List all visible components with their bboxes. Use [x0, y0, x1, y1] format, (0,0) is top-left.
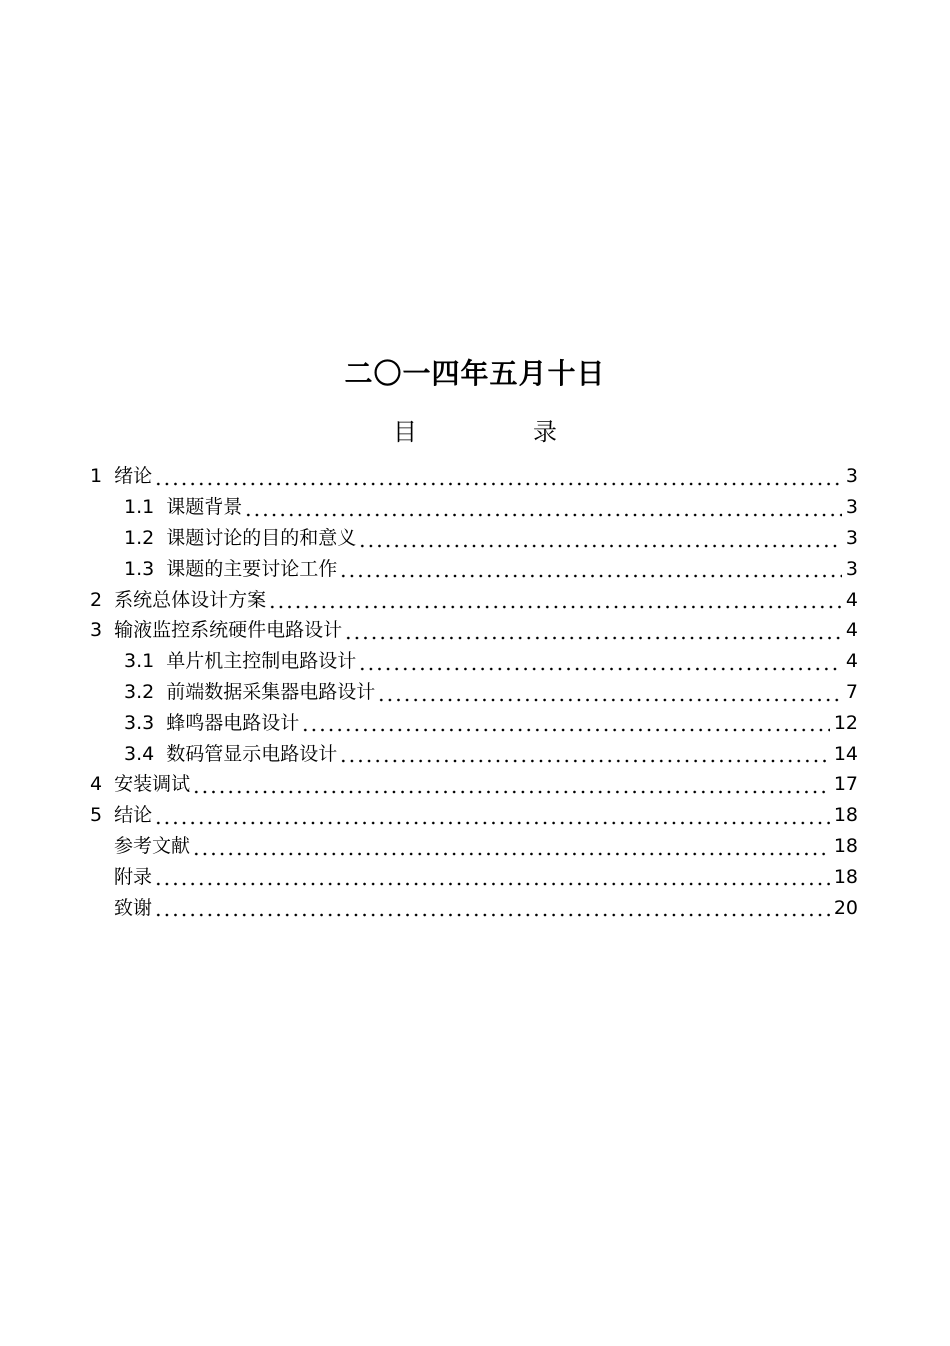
toc-entry-page-number: 12: [833, 711, 858, 734]
toc-entry[interactable]: [90, 492, 858, 523]
toc-dot-leader: [268, 584, 842, 615]
toc-dot-leader: [339, 553, 842, 584]
toc-entry-title: 数码管显示电路设计: [166, 742, 338, 765]
toc-entry-title: 安装调试: [114, 773, 191, 796]
toc-entry-number: 3.4: [124, 742, 155, 765]
toc-entry-title: 课题讨论的目的和意义: [166, 526, 357, 549]
toc-dot-leader: [344, 615, 842, 646]
toc-entry-page-number: 7: [845, 680, 858, 703]
toc-entry-title: 绪论: [114, 465, 153, 488]
toc-entry-page-number: 17: [833, 773, 858, 796]
toc-entry-title: 参考文献: [114, 834, 191, 857]
toc-entry-page-number: 18: [833, 834, 858, 857]
toc-entry[interactable]: [90, 461, 858, 492]
table-of-contents: [90, 461, 858, 923]
toc-entry-title: 课题的主要讨论工作: [166, 557, 338, 580]
toc-entry-number: 5: [90, 804, 103, 827]
toc-entry-page-number: 3: [845, 465, 858, 488]
toc-dot-leader: [358, 523, 842, 554]
toc-dot-leader: [154, 861, 830, 892]
toc-entry-title: 课题背景: [166, 496, 243, 519]
toc-entry-number: 3.2: [124, 680, 155, 703]
toc-entry-title: 蜂鸣器电路设计: [166, 711, 300, 734]
toc-entry[interactable]: [90, 707, 858, 738]
toc-entry[interactable]: [90, 646, 858, 677]
toc-entry-title: 输液监控系统硬件电路设计: [114, 619, 343, 642]
toc-entry[interactable]: [90, 861, 858, 892]
toc-entry[interactable]: [90, 584, 858, 615]
toc-dot-leader: [339, 738, 830, 769]
toc-entry[interactable]: [90, 800, 858, 831]
toc-dot-leader: [154, 892, 830, 923]
toc-entry-number: 3: [90, 619, 103, 642]
toc-entry-title: 系统总体设计方案: [114, 588, 267, 611]
toc-dot-leader: [301, 707, 830, 738]
toc-entry[interactable]: [90, 553, 858, 584]
toc-entry[interactable]: [90, 831, 858, 862]
toc-entry[interactable]: [90, 892, 858, 923]
toc-entry-page-number: 14: [833, 742, 858, 765]
toc-heading: [0, 412, 950, 452]
toc-entry-page-number: 18: [833, 865, 858, 888]
toc-entry-page-number: 18: [833, 804, 858, 827]
toc-dot-leader: [154, 800, 830, 831]
toc-dot-leader: [154, 461, 842, 492]
toc-entry-page-number: 4: [845, 588, 858, 611]
toc-entry[interactable]: [90, 677, 858, 708]
toc-dot-leader: [192, 831, 830, 862]
toc-entry-page-number: 4: [845, 619, 858, 642]
toc-entry-page-number: 20: [833, 896, 858, 919]
toc-entry-number: 1: [90, 465, 103, 488]
toc-entry-title: 附录: [114, 865, 153, 888]
toc-dot-leader: [244, 492, 842, 523]
toc-entry-number: 2: [90, 588, 103, 611]
toc-entry[interactable]: [90, 523, 858, 554]
toc-entry-number: 1.3: [124, 557, 155, 580]
toc-dot-leader: [192, 769, 830, 800]
toc-entry-number: 3.1: [124, 650, 155, 673]
toc-entry-page-number: 3: [845, 496, 858, 519]
toc-heading-char-2: 录: [533, 418, 557, 446]
document-date: 二〇一四年五月十日: [344, 357, 606, 390]
toc-heading-char-1: 目: [393, 418, 417, 446]
toc-entry-title: 结论: [114, 804, 153, 827]
toc-entry-number: 1.2: [124, 526, 155, 549]
toc-entry-page-number: 4: [845, 650, 858, 673]
toc-entry[interactable]: [90, 738, 858, 769]
toc-entry-page-number: 3: [845, 526, 858, 549]
toc-entry[interactable]: [90, 615, 858, 646]
toc-dot-leader: [358, 646, 842, 677]
toc-entry-number: 4: [90, 773, 103, 796]
toc-entry-title: 致谢: [114, 896, 153, 919]
toc-entry-page-number: 3: [845, 557, 858, 580]
toc-entry[interactable]: [90, 769, 858, 800]
toc-entry-number: 3.3: [124, 711, 155, 734]
toc-entry-title: 前端数据采集器电路设计: [166, 680, 376, 703]
toc-entry-number: 1.1: [124, 496, 155, 519]
toc-entry-title: 单片机主控制电路设计: [166, 650, 357, 673]
toc-dot-leader: [377, 677, 842, 708]
